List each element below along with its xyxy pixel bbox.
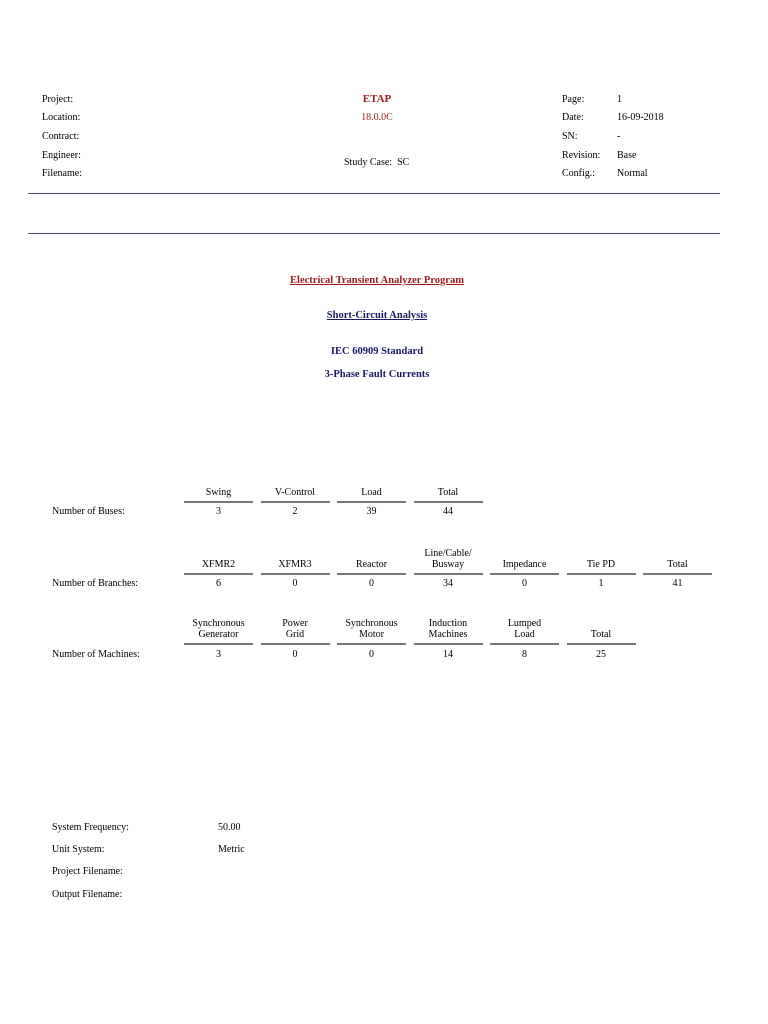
standard-title: IEC 60909 Standard bbox=[330, 346, 424, 357]
buses-col-header: V-Control bbox=[274, 487, 316, 498]
buses-value-cell: 44 bbox=[443, 506, 453, 517]
unit-system-label: Unit System: bbox=[52, 844, 105, 855]
study-case-label: Study Case: bbox=[344, 157, 393, 168]
branches-value-cell: 34 bbox=[443, 578, 453, 589]
output-filename-label: Output Filename: bbox=[52, 889, 123, 900]
number-of-machines-label: Number of Machines: bbox=[52, 649, 140, 660]
fault-title: 3-Phase Fault Currents bbox=[324, 369, 430, 380]
machines-value-cell: 3 bbox=[216, 649, 221, 660]
branches-col-header: Total bbox=[667, 559, 688, 570]
machines-col-rule bbox=[261, 643, 330, 645]
branches-col-rule bbox=[261, 573, 330, 575]
branches-value-cell: 0 bbox=[292, 578, 298, 589]
branches-col-rule bbox=[490, 573, 559, 575]
contract-label: Contract: bbox=[42, 131, 80, 142]
project-label: Project: bbox=[42, 94, 74, 105]
branches-value-cell: 1 bbox=[598, 578, 604, 589]
app-name: ETAP bbox=[362, 93, 392, 105]
buses-col-header: Swing bbox=[205, 487, 232, 498]
location-label: Location: bbox=[42, 112, 81, 123]
branches-col-header: Impedance bbox=[502, 559, 547, 570]
machines-col-header: Synchronous Generator bbox=[192, 618, 245, 640]
machines-col-rule bbox=[490, 643, 559, 645]
machines-value-cell: 8 bbox=[522, 649, 527, 660]
machines-col-rule bbox=[184, 643, 253, 645]
number-of-branches-label: Number of Branches: bbox=[52, 578, 139, 589]
buses-value-cell: 3 bbox=[216, 506, 221, 517]
machines-col-header: Synchronous Motor bbox=[345, 618, 398, 640]
machines-value-cell: 14 bbox=[443, 649, 453, 660]
page-value: 1 bbox=[617, 94, 622, 105]
date-label: Date: bbox=[562, 112, 584, 123]
machines-col-rule bbox=[414, 643, 483, 645]
branches-col-rule bbox=[184, 573, 253, 575]
branches-col-rule bbox=[643, 573, 712, 575]
sn-value: - bbox=[617, 131, 621, 142]
branches-col-header: XFMR2 bbox=[201, 559, 236, 570]
branches-col-header: XFMR3 bbox=[278, 559, 312, 570]
project-filename-label: Project Filename: bbox=[52, 866, 123, 877]
branches-value-cell: 41 bbox=[672, 578, 683, 589]
machines-col-header: Lumped Load bbox=[507, 618, 542, 640]
sn-label: SN: bbox=[562, 131, 578, 142]
branches-col-header: Reactor bbox=[355, 559, 388, 570]
buses-col-header: Total bbox=[437, 487, 459, 498]
machines-col-header: Total bbox=[590, 629, 612, 640]
header-divider-top bbox=[28, 193, 720, 194]
engineer-label: Engineer: bbox=[42, 150, 81, 161]
branches-col-header: Tie PD bbox=[586, 559, 616, 570]
revision-label: Revision: bbox=[562, 150, 601, 161]
branches-col-rule bbox=[337, 573, 406, 575]
unit-system-value: Metric bbox=[218, 844, 245, 855]
machines-value-cell: 0 bbox=[292, 649, 298, 660]
buses-col-header: Load bbox=[361, 487, 382, 498]
machines-value-cell: 0 bbox=[369, 649, 374, 660]
study-case bbox=[344, 157, 409, 168]
page-label: Page: bbox=[562, 94, 585, 105]
date-value: 16-09-2018 bbox=[617, 112, 664, 123]
app-version: 18.0.0C bbox=[361, 112, 393, 123]
branches-col-header: Line/Cable/ Busway bbox=[424, 548, 472, 570]
machines-col-header: Power Grid bbox=[282, 618, 308, 640]
branches-col-rule bbox=[567, 573, 636, 575]
system-frequency-value: 50.00 bbox=[218, 822, 241, 833]
branches-value-cell: 6 bbox=[216, 578, 221, 589]
header-divider-bottom bbox=[28, 233, 720, 234]
filename-label: Filename: bbox=[42, 168, 82, 179]
buses-col-rule bbox=[414, 501, 483, 503]
number-of-buses-label: Number of Buses: bbox=[52, 506, 125, 517]
machines-col-rule bbox=[337, 643, 406, 645]
config-value: Normal bbox=[617, 168, 648, 179]
program-title: Electrical Transient Analyzer Program bbox=[290, 275, 464, 286]
buses-value-cell: 39 bbox=[366, 506, 377, 517]
analysis-title: Short-Circuit Analysis bbox=[326, 310, 428, 321]
machines-col-rule bbox=[567, 643, 636, 645]
config-label: Config.: bbox=[562, 168, 596, 179]
machines-col-header: Induction Machines bbox=[428, 618, 468, 640]
buses-col-rule bbox=[261, 501, 330, 503]
study-case-value: SC bbox=[397, 157, 410, 168]
branches-value-cell: 0 bbox=[522, 578, 527, 589]
branches-col-rule bbox=[414, 573, 483, 575]
buses-col-rule bbox=[337, 501, 406, 503]
buses-col-rule bbox=[184, 501, 253, 503]
branches-value-cell: 0 bbox=[369, 578, 374, 589]
revision-value: Base bbox=[617, 150, 637, 161]
system-frequency-label: System Frequency: bbox=[52, 822, 129, 833]
machines-value-cell: 25 bbox=[596, 649, 606, 660]
buses-value-cell: 2 bbox=[292, 506, 298, 517]
